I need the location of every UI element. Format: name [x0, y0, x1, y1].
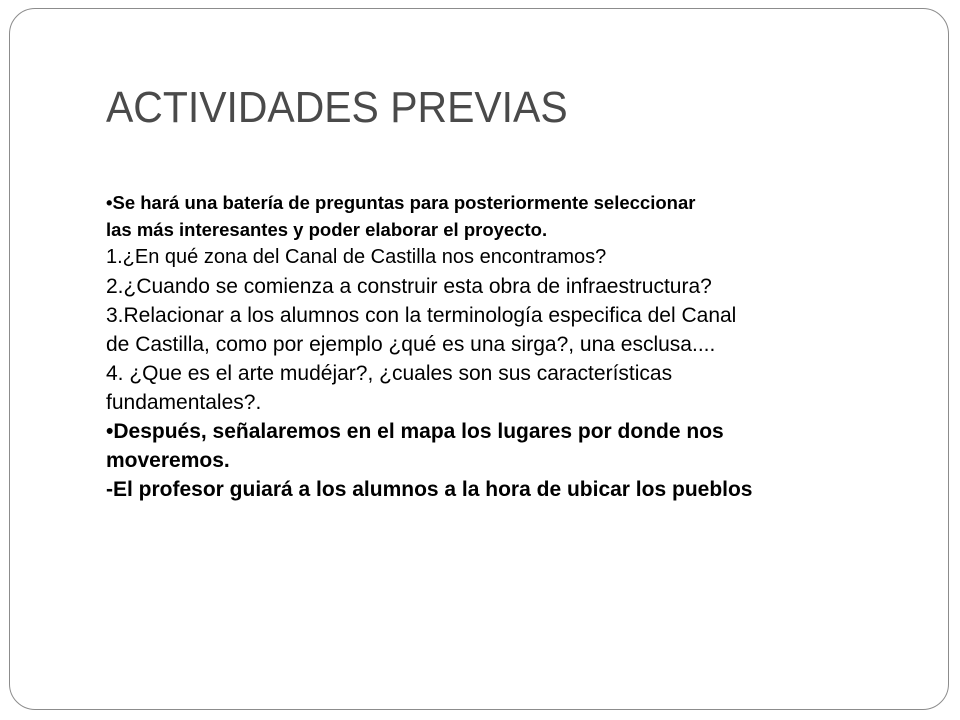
slide-title: ACTIVIDADES PREVIAS: [106, 83, 568, 132]
bullet-text-line: •Después, señalaremos en el mapa los lugares por donde nos: [106, 420, 724, 443]
bullet-text-line: -El profesor guiará a los alumnos a la hora de ubicar los pueblos: [106, 478, 753, 501]
bullet-text-line: moveremos.: [106, 449, 230, 472]
question-line: 1.¿En qué zona del Canal de Castilla nos encontramos?: [106, 246, 607, 268]
question-line: de Castilla, como por ejemplo ¿qué es una sirga?, una esclusa....: [106, 333, 716, 356]
question-line: 3.Relacionar a los alumnos con la terminología especifica del Canal: [106, 304, 737, 327]
question-line: 2.¿Cuando se comienza a construir esta obra de infraestructura?: [106, 275, 712, 298]
slide-body: [106, 190, 896, 504]
question-line: 4. ¿Que es el arte mudéjar?, ¿cuales son sus características: [106, 362, 673, 385]
bullet-text-line: •Se hará una batería de preguntas para posteriormente seleccionar: [106, 192, 696, 213]
question-line: fundamentales?.: [106, 391, 262, 414]
bullet-text-line: las más interesantes y poder elaborar el proyecto.: [106, 218, 548, 240]
